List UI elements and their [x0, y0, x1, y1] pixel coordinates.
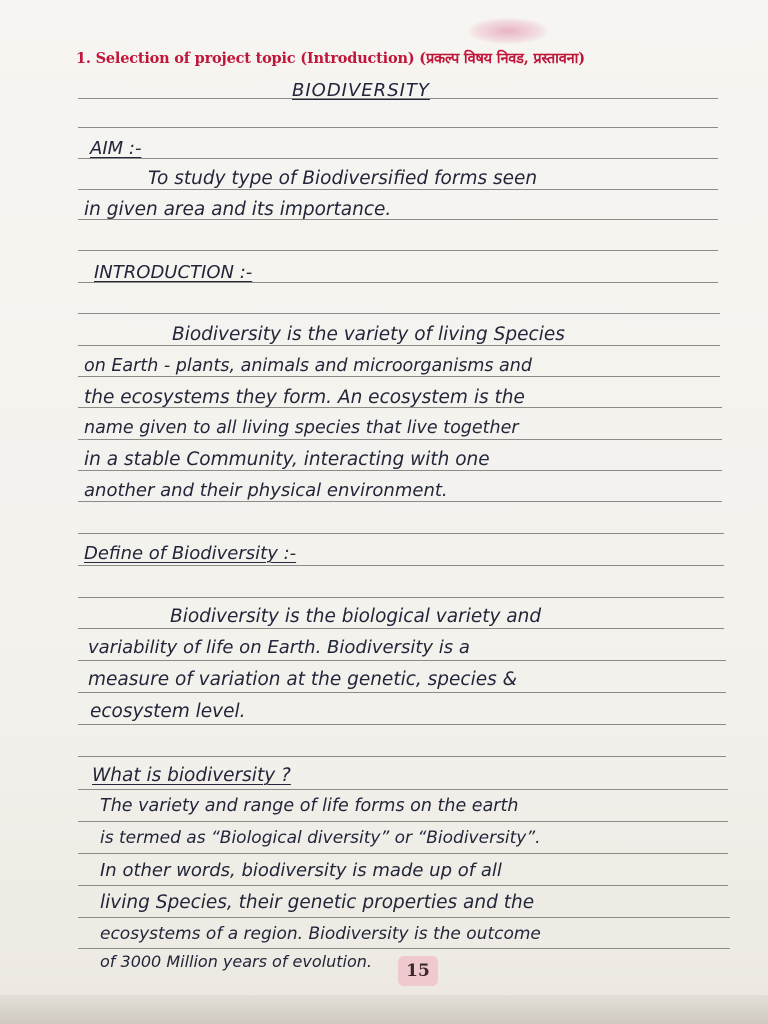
- ruled-line: [78, 628, 724, 629]
- ruled-line: [78, 127, 718, 128]
- ruled-line: [78, 789, 728, 790]
- ruled-line: [78, 533, 724, 534]
- page-bottom-edge: [0, 995, 768, 1024]
- ruled-line: [78, 250, 718, 251]
- ruled-line: [78, 853, 728, 854]
- introduction-line: another and their physical environment.: [84, 480, 448, 501]
- stamp-mark: [468, 18, 548, 44]
- define-line: measure of variation at the genetic, species &: [88, 669, 518, 690]
- ruled-line: [78, 313, 720, 314]
- what-line: is termed as “Biological diversity” or “Biodiversity”.: [100, 828, 541, 848]
- ruled-line: [78, 692, 726, 693]
- what-line: of 3000 Million years of evolution.: [100, 952, 372, 971]
- introduction-line: name given to all living species that live together: [84, 418, 519, 438]
- what-heading: What is biodiversity ?: [92, 765, 291, 786]
- ruled-line: [78, 439, 722, 440]
- define-line: variability of life on Earth. Biodiversity is a: [88, 637, 470, 658]
- introduction-heading: INTRODUCTION :-: [94, 262, 253, 283]
- ruled-line: [78, 885, 728, 886]
- define-heading: Define of Biodiversity :-: [84, 543, 297, 564]
- page-header: 1. Selection of project topic (Introduction) (प्रकल्प विषय निवड, प्रस्तावना): [76, 50, 585, 67]
- what-line: The variety and range of life forms on the earth: [100, 796, 519, 816]
- ruled-line: [78, 917, 730, 918]
- ruled-line: [78, 189, 718, 190]
- define-line: Biodiversity is the biological variety and: [170, 606, 542, 627]
- what-line: ecosystems of a region. Biodiversity is the outcome: [100, 924, 541, 944]
- ruled-line: [78, 724, 726, 725]
- introduction-line: on Earth - plants, animals and microorganisms and: [84, 356, 532, 376]
- ruled-line: [78, 660, 726, 661]
- aim-heading: AIM :-: [90, 138, 142, 159]
- introduction-line: Biodiversity is the variety of living Species: [172, 324, 565, 345]
- page-title: BIODIVERSITY: [292, 80, 430, 101]
- aim-line: in given area and its importance.: [84, 199, 392, 220]
- ruled-line: [78, 756, 726, 757]
- ruled-line: [78, 345, 720, 346]
- introduction-line: the ecosystems they form. An ecosystem is the: [84, 387, 525, 408]
- page-number: 15: [398, 956, 438, 986]
- ruled-line: [78, 565, 724, 566]
- ruled-line: [78, 470, 722, 471]
- define-line: ecosystem level.: [90, 701, 246, 722]
- aim-line: To study type of Biodiversified forms seen: [148, 168, 538, 189]
- ruled-line: [78, 501, 722, 502]
- introduction-line: in a stable Community, interacting with one: [84, 449, 490, 470]
- ruled-line: [78, 376, 720, 377]
- ruled-line: [78, 948, 730, 949]
- what-line: In other words, biodiversity is made up of all: [100, 860, 502, 881]
- ruled-line: [78, 821, 728, 822]
- ruled-line: [78, 158, 718, 159]
- what-line: living Species, their genetic properties and the: [100, 892, 535, 913]
- ruled-line: [78, 597, 724, 598]
